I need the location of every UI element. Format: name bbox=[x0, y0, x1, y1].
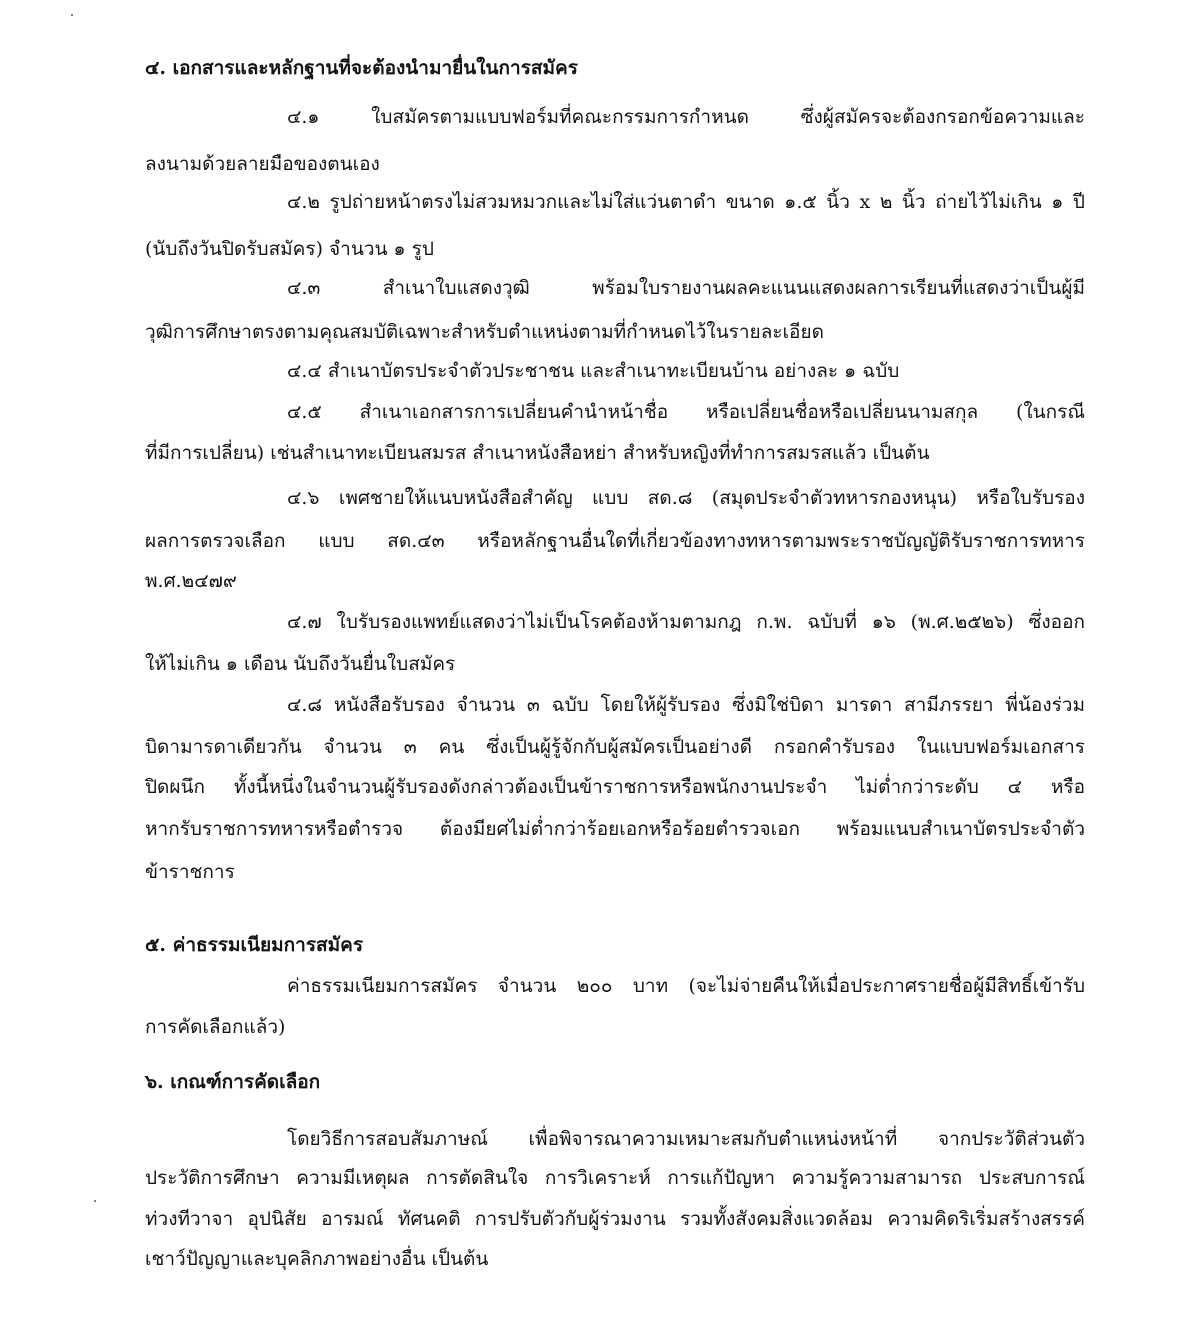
paragraph-line: ๔.๗ ใบรับรองแพทย์แสดงว่าไม่เป็นโรคต้องห้ามตามกฎ ก.พ. ฉบับที่ ๑๖ (พ.ศ.๒๕๒๖) ซึ่งออก bbox=[287, 611, 1085, 633]
section-5-heading: ๕. ค่าธรรมเนียมการสมัคร bbox=[145, 934, 364, 956]
paragraph-line: (นับถึงวันปิดรับสมัคร) จำนวน ๑ รูป bbox=[145, 238, 434, 260]
paragraph-line: ๔.๖ เพศชายให้แนบหนังสือสำคัญ แบบ สด.๘ (สมุดประจำตัวทหารกองหนุน) หรือใบรับรอง bbox=[287, 487, 1085, 509]
paragraph-line: บิดามารดาเดียวกัน จำนวน ๓ คน ซึ่งเป็นผู้รู้จักกับผู้สมัครเป็นอย่างดี กรอกคำรับรอง ในแบบฟอร์มเอกสาร bbox=[145, 736, 1085, 758]
paragraph-line: วุฒิการศึกษาตรงตามคุณสมบัติเฉพาะสำหรับตำแหน่งตามที่กำหนดไว้ในรายละเอียด bbox=[145, 321, 824, 343]
paragraph-line: ปิดผนึก ทั้งนี้หนึ่งในจำนวนผู้รับรองดังกล่าวต้องเป็นข้าราชการหรือพนักงานประจำ ไม่ต่ำกว่าระดับ ๔ หรือ bbox=[145, 776, 1085, 798]
paragraph-line: ๔.๓ สำเนาใบแสดงวุฒิ พร้อมใบรายงานผลคะแนนแสดงผลการเรียนที่แสดงว่าเป็นผู้มี bbox=[287, 277, 1085, 299]
paragraph-line: หากรับราชการทหารหรือตำรวจ ต้องมียศไม่ต่ำกว่าร้อยเอกหรือร้อยตำรวจเอก พร้อมแนบสำเนาบัตรประจำตัว bbox=[145, 818, 1085, 840]
paragraph-line: การคัดเลือกแล้ว) bbox=[145, 1016, 286, 1038]
paragraph-line: ๔.๒ รูปถ่ายหน้าตรงไม่สวมหมวกและไม่ใส่แว่นตาดำ ขนาด ๑.๕ นิ้ว x ๒ นิ้ว ถ่ายไว้ไม่เกิน ๑ ปี bbox=[287, 191, 1085, 213]
paragraph-line: เชาว์ปัญญาและบุคลิกภาพอย่างอื่น เป็นต้น bbox=[145, 1248, 489, 1270]
paragraph-line: ลงนามด้วยลายมือของตนเอง bbox=[145, 153, 380, 175]
paragraph-line: ๔.๔ สำเนาบัตรประจำตัวประชาชน และสำเนาทะเบียนบ้าน อย่างละ ๑ ฉบับ bbox=[287, 360, 900, 382]
paragraph-line: ข้าราชการ bbox=[145, 861, 235, 883]
paragraph-line: ที่มีการเปลี่ยน) เช่นสำเนาทะเบียนสมรส สำเนาหนังสือหย่า สำหรับหญิงที่ทำการสมรสแล้ว เป็นต้น bbox=[145, 442, 930, 464]
scan-speck bbox=[71, 14, 73, 16]
scan-speck bbox=[94, 1200, 96, 1202]
paragraph-line: ผลการตรวจเลือก แบบ สด.๔๓ หรือหลักฐานอื่นใดที่เกี่ยวข้องทางทหารตามพระราชบัญญัติรับราชการทหาร bbox=[145, 530, 1085, 552]
paragraph-line: ๔.๘ หนังสือรับรอง จำนวน ๓ ฉบับ โดยให้ผู้รับรอง ซึ่งมิใช่บิดา มารดา สามีภรรยา พี่น้องร่วม bbox=[287, 694, 1085, 716]
paragraph-line: ให้ไม่เกิน ๑ เดือน นับถึงวันยื่นใบสมัคร bbox=[145, 653, 456, 675]
paragraph-line: ๔.๑ ใบสมัครตามแบบฟอร์มที่คณะกรรมการกำหนด ซึ่งผู้สมัครจะต้องกรอกข้อความและ bbox=[287, 106, 1085, 128]
section-6-heading: ๖. เกณฑ์การคัดเลือก bbox=[145, 1071, 321, 1093]
section-4-heading: ๔. เอกสารและหลักฐานที่จะต้องนำมายื่นในการสมัคร bbox=[145, 57, 578, 79]
paragraph-line: โดยวิธีการสอบสัมภาษณ์ เพื่อพิจารณาความเหมาะสมกับตำแหน่งหน้าที่ จากประวัติส่วนตัว bbox=[287, 1128, 1085, 1150]
paragraph-line: ประวัติการศึกษา ความมีเหตุผล การตัดสินใจ การวิเคราะห์ การแก้ปัญหา ความรู้ความสามารถ ประสบการณ์ bbox=[145, 1167, 1085, 1189]
paragraph-line: ๔.๕ สำเนาเอกสารการเปลี่ยนคำนำหน้าชื่อ หรือเปลี่ยนชื่อหรือเปลี่ยนนามสกุล (ในกรณี bbox=[287, 401, 1085, 423]
paragraph-line: ท่วงทีวาจา อุปนิสัย อารมณ์ ทัศนคติ การปรับตัวกับผู้ร่วมงาน รวมทั้งสังคมสิ่งแวดล้อม ความคิดริเริ่มสร้างสรรค์ bbox=[145, 1208, 1085, 1230]
paragraph-line: พ.ศ.๒๔๗๙ bbox=[145, 570, 237, 592]
paragraph-line: ค่าธรรมเนียมการสมัคร จำนวน ๒๐๐ บาท (จะไม่จ่ายคืนให้เมื่อประกาศรายชื่อผู้มีสิทธิ์เข้ารับ bbox=[287, 975, 1085, 997]
